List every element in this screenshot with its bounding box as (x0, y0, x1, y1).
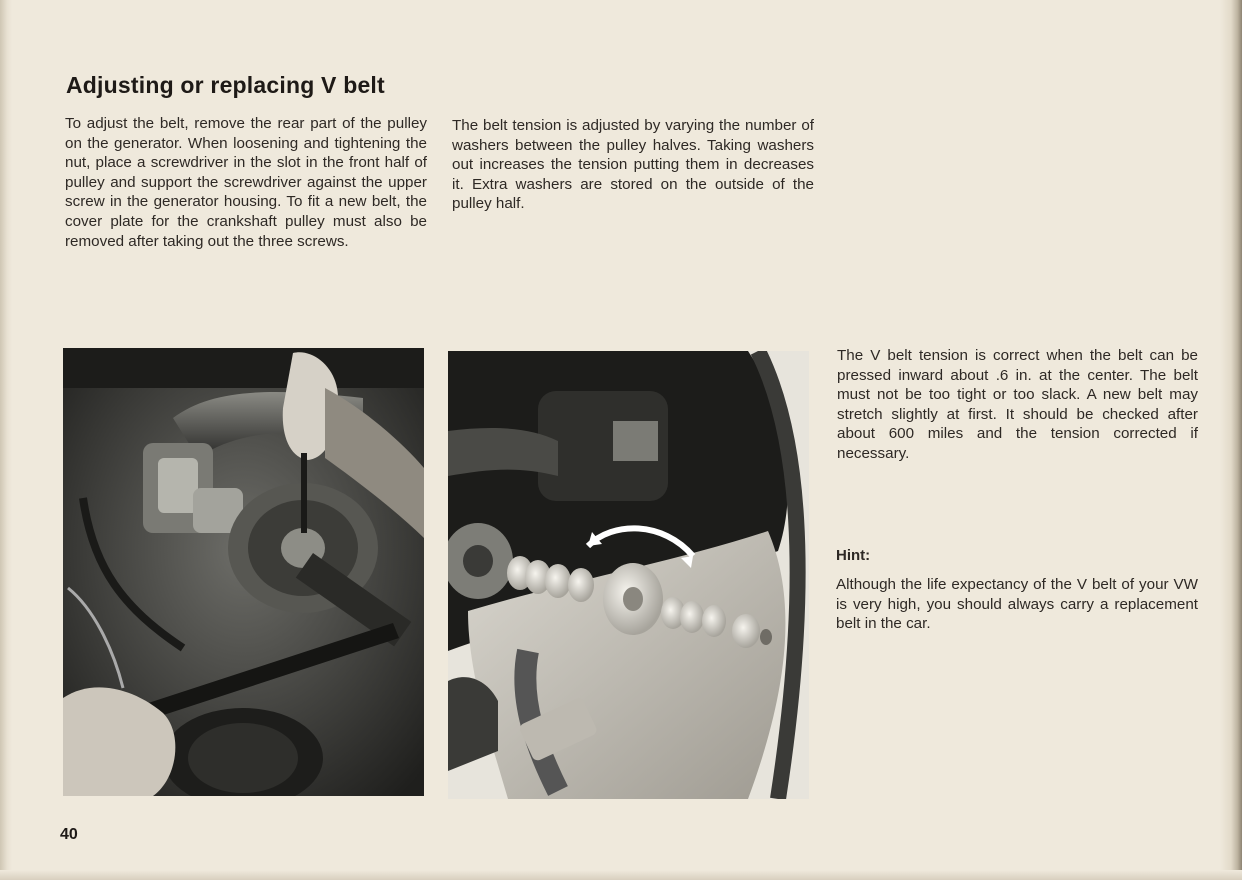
adjust-belt-paragraph: To adjust the belt, remove the rear part of the pulley on the generator. When loosening and tightening the nut, place a screwdriver in the slot in the front half of pulley and support the screwdriver against the upper screw in the generator housing. To fit a new belt, the cover plate for the crankshaft pulley must also be removed after taking out the three screws. (65, 115, 427, 250)
pulley-washers-illustration (448, 351, 809, 799)
hint-paragraph: Although the life expectancy of the V belt of your VW is very high, you should always carry a replacement belt in the car. (836, 576, 1198, 633)
page-title: Adjusting or replacing V belt (66, 72, 385, 98)
engine-adjustment-illustration (63, 348, 424, 796)
engine-adjustment-photo (63, 348, 424, 796)
pulley-washers-photo (448, 351, 809, 799)
page-edge-left (0, 0, 12, 880)
tension-check-paragraph: The V belt tension is correct when the belt can be pressed inward about .6 in. at the center. The belt must not be too tight or too slack. A new belt may stretch slightly at first. It should be checked after about 600 miles and the tension corrected if necessary. (837, 347, 1198, 462)
belt-tension-paragraph: The belt tension is adjusted by varying the number of washers between the pulley halves. Taking washers out increases the tension putting them in decreases it. Extra washers are stored on the outside of the pulley half. (452, 117, 814, 213)
page-number: 40 (60, 826, 78, 843)
page-edge-right (1220, 0, 1242, 880)
page-bottom-shadow (0, 870, 1242, 880)
hint-heading: Hint: (836, 547, 871, 564)
